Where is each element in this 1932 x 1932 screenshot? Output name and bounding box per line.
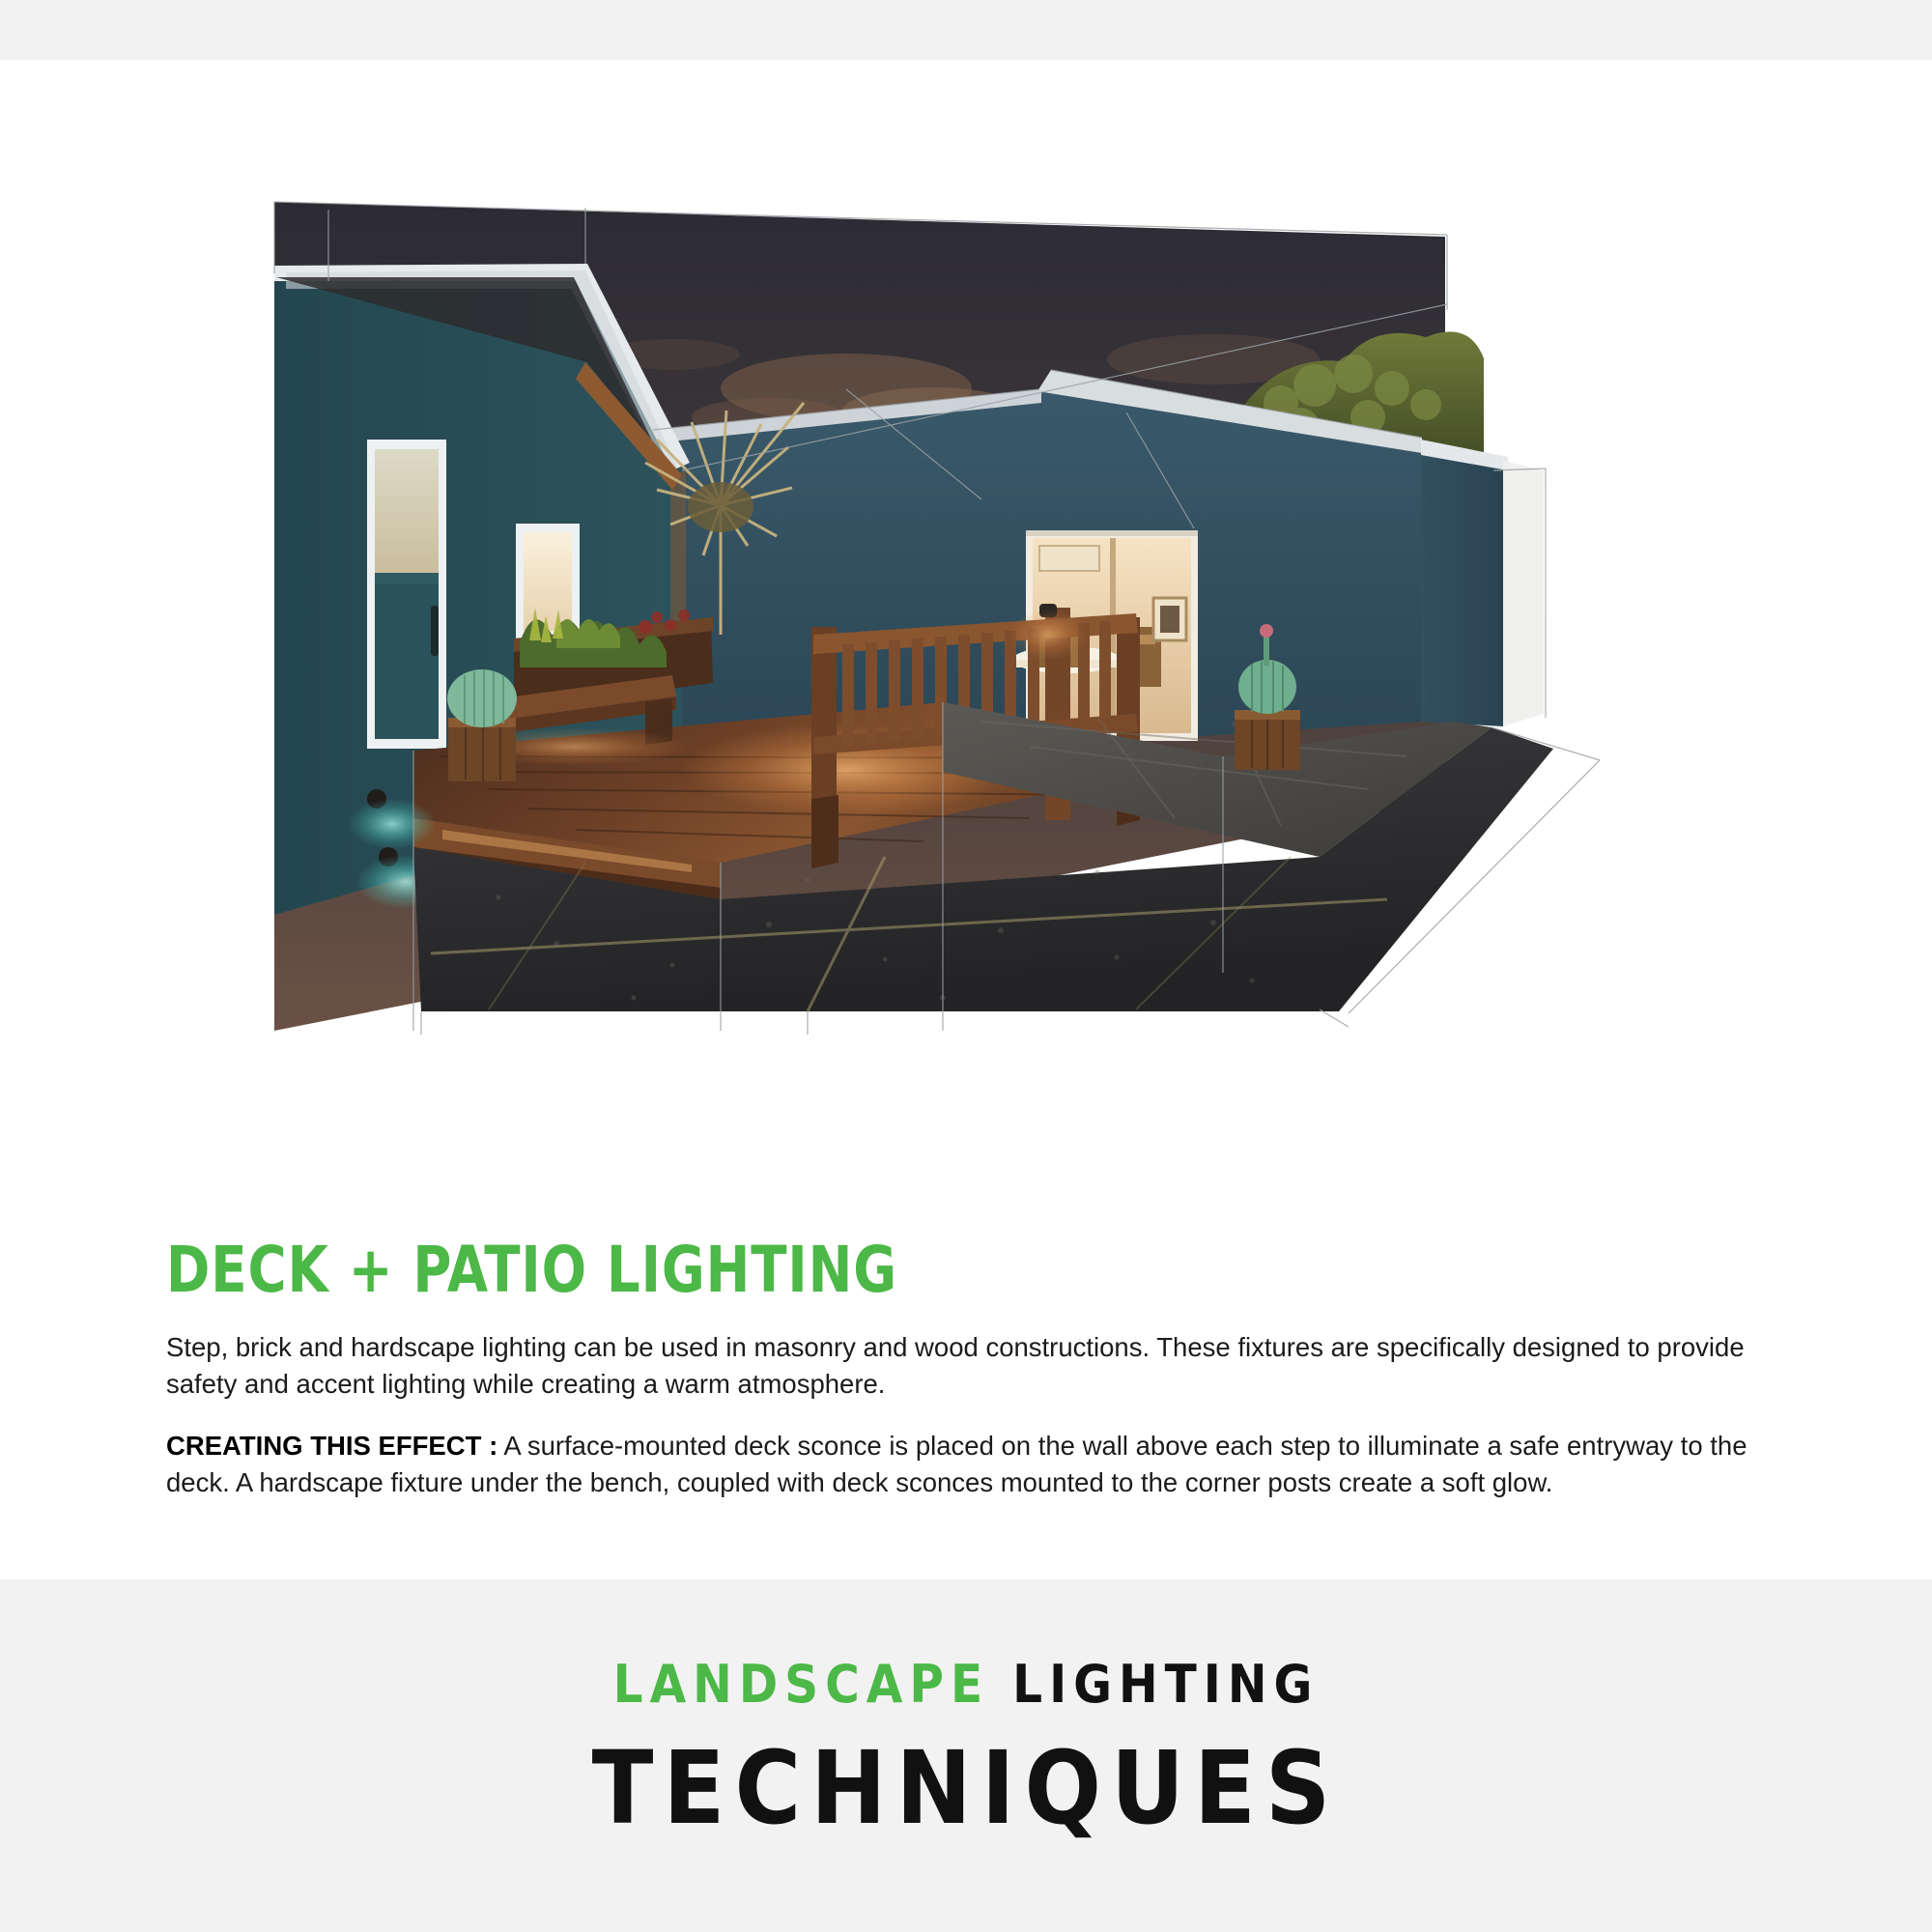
article-text (166, 1233, 1789, 1501)
cactus-pot-left (447, 669, 517, 781)
page-content (0, 60, 1932, 1579)
footer-subtitle (0, 1654, 1932, 1715)
illustration-deck-patio-night-rendering (267, 181, 1667, 1180)
top-band (0, 0, 1932, 60)
yucca-core (688, 482, 753, 532)
article-paragraph-1: Step, brick and hardscape lighting can be used in masonry and wood constructions. These fixtures are specifically designed to provide safety and accent lighting while creating a warm atmosphere. (166, 1332, 1745, 1399)
footer-title: TECHNIQUES (591, 1729, 1341, 1847)
footer-word-lighting: LIGHTING (1012, 1654, 1320, 1715)
creating-this-effect-label: CREATING THIS EFFECT : (166, 1430, 498, 1461)
footer-word-landscape: LANDSCAPE (612, 1654, 990, 1715)
creating-this-effect-text: A surface-mounted deck sconce is placed on the wall above each step to illuminate a safe entryway to the deck. A hardscape fixture under the bench, coupled with deck sconces mounted to the corner posts create a soft glow. (166, 1430, 1747, 1497)
page-title: DECK + PATIO LIGHTING (166, 1233, 898, 1307)
article-paragraph-2 (166, 1428, 1779, 1501)
